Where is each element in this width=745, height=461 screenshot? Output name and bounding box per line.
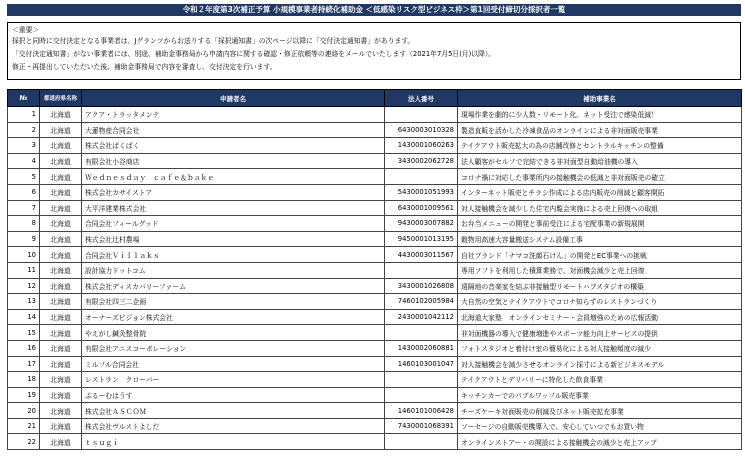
cell-applicant: 株式会社ぱくぱく [82, 138, 385, 154]
cell-project: 穀物用高速大容量搬送システム設備工事 [458, 231, 742, 247]
cell-project: 法人顧客がセルフで完結できる非対面型自動給油機の導入 [458, 153, 742, 169]
table-row [8, 418, 742, 434]
cell-no: 20 [8, 403, 40, 419]
notice-heading: ＜重要＞ [12, 26, 40, 34]
cell-prefecture: 北海道 [40, 231, 82, 247]
cell-prefecture: 北海道 [40, 387, 82, 403]
cell-corporate-number [385, 387, 458, 403]
cell-prefecture: 北海道 [40, 309, 82, 325]
cell-prefecture: 北海道 [40, 278, 82, 294]
cell-applicant: 株式会社ディスカバリーファーム [82, 278, 385, 294]
cell-corporate-number: 9450001013195 [385, 231, 458, 247]
cell-corporate-number [385, 107, 458, 123]
table-row [8, 403, 742, 419]
cell-applicant: オーナーズビジョン株式会社 [82, 309, 385, 325]
cell-no: 16 [8, 340, 40, 356]
cell-applicant: 有限会社アニスコーポレーション [82, 340, 385, 356]
cell-project: チーズケーキ対面販売の削減及びネット販売拡充事業 [458, 403, 742, 419]
cell-corporate-number: 9430003007882 [385, 216, 458, 232]
cell-applicant: 大蓮物産合同会社 [82, 122, 385, 138]
cell-corporate-number: 3430002062728 [385, 153, 458, 169]
cell-no: 17 [8, 356, 40, 372]
cell-corporate-number [385, 325, 458, 341]
cell-corporate-number: 1460101006428 [385, 403, 458, 419]
cell-no: 15 [8, 325, 40, 341]
table-row [8, 138, 742, 154]
cell-project: オンラインストアー・の開設による接触機会の減少と売上アップ [458, 434, 742, 450]
cell-corporate-number: 5430001051993 [385, 184, 458, 200]
cell-applicant: レストラン クローバー [82, 372, 385, 388]
cell-project: 北海道大家塾 オンラインセミナー・会員増強のための広報活動 [458, 309, 742, 325]
cell-prefecture: 北海道 [40, 107, 82, 123]
cell-applicant: 株式会社ヴルストよしだ [82, 418, 385, 434]
notice-line: 「交付決定通知書」がない事業者には、別途、補助金事務局から申請内容に関する確認・修正依頼等の連絡をメールでいたします（2021年7月5日(月)以降）。 [12, 50, 496, 58]
cell-project: 現場作業を劇的に少人数・リモート化。ネット受注で感染低減！ [458, 107, 742, 123]
cell-applicant: アクア・トラッタメンテ [82, 107, 385, 123]
cell-no: 21 [8, 418, 40, 434]
cell-prefecture: 北海道 [40, 340, 82, 356]
table-row [8, 107, 742, 123]
cell-project: 専用ソフトを利用した積算業務で、対面機会減少と売上回復 [458, 262, 742, 278]
cell-prefecture: 北海道 [40, 262, 82, 278]
page-title: 令和２年度第3次補正予算 小規模事業者持続化補助金 ＜低感染リスク型ビジネス枠＞第1回受付締切分採択者一覧 [7, 4, 741, 16]
cell-no: 11 [8, 262, 40, 278]
table-row [8, 387, 742, 403]
col-header-prefecture: 都道府県名称 [40, 90, 82, 107]
important-notice [7, 22, 741, 80]
cell-project: 遠隔地の音楽家を結ぶ非接触型リモートハブスタジオの構築 [458, 278, 742, 294]
cell-applicant: ｔｓｕｇｉ [82, 434, 385, 450]
cell-no: 19 [8, 387, 40, 403]
cell-applicant: Ｗｅｄｎｅｓｄａｙ ｃａｆｅ＆ｂａｋｅ [82, 169, 385, 185]
table-row [8, 184, 742, 200]
cell-prefecture: 北海道 [40, 184, 82, 200]
cell-project: 非対面機器の導入で健康増進やスポーツ能力向上サービスの提供 [458, 325, 742, 341]
cell-prefecture: 北海道 [40, 418, 82, 434]
cell-project: 対人接触機会を減少させるオンライン採寸による新ビジネスモデル [458, 356, 742, 372]
cell-applicant: 株式会社カサイストア [82, 184, 385, 200]
cell-applicant: ぷるーむはうす [82, 387, 385, 403]
cell-corporate-number: 6430001009561 [385, 200, 458, 216]
table-row [8, 294, 742, 310]
cell-corporate-number: 1430002060881 [385, 340, 458, 356]
cell-corporate-number: 4430003011567 [385, 247, 458, 263]
cell-corporate-number [385, 372, 458, 388]
table-row [8, 340, 742, 356]
cell-no: 6 [8, 184, 40, 200]
cell-applicant: 有限会社四三二企画 [82, 294, 385, 310]
cell-project: 対人接触機会を減少した住宅内覧会実施による売上回復への取組 [458, 200, 742, 216]
cell-project: コロナ禍に対応した事業所内の接触機会の低減と非対面販売の確立 [458, 169, 742, 185]
cell-prefecture: 北海道 [40, 153, 82, 169]
cell-project: テイクアウト販売拡大の為の店舗改修とセントラルキッチンの整備 [458, 138, 742, 154]
cell-corporate-number [385, 434, 458, 450]
table-row [8, 262, 742, 278]
cell-prefecture: 北海道 [40, 294, 82, 310]
cell-project: テイクアウトとデリバリーに特化した飲食事業 [458, 372, 742, 388]
table-row [8, 169, 742, 185]
table-row [8, 309, 742, 325]
cell-applicant: 有限会社小谷商店 [82, 153, 385, 169]
cell-project: フォトスタジオと着付け室の簡易化による対人接触頻度の減少 [458, 340, 742, 356]
table-row [8, 434, 742, 450]
cell-no: 1 [8, 107, 40, 123]
cell-prefecture: 北海道 [40, 356, 82, 372]
adoption-table [7, 89, 742, 450]
table-row [8, 247, 742, 263]
cell-project: 自社ブランド「ナマコ洗顔石けん」の開発とEC事業への挑戦 [458, 247, 742, 263]
cell-no: 7 [8, 200, 40, 216]
cell-prefecture: 北海道 [40, 434, 82, 450]
cell-corporate-number: 2430001042112 [385, 309, 458, 325]
table-row [8, 356, 742, 372]
cell-no: 22 [8, 434, 40, 450]
cell-no: 12 [8, 278, 40, 294]
cell-prefecture: 北海道 [40, 200, 82, 216]
cell-no: 18 [8, 372, 40, 388]
cell-applicant: 株式会社ＡＳＣＯＭ [82, 403, 385, 419]
cell-prefecture: 北海道 [40, 216, 82, 232]
cell-corporate-number: 3430001026808 [385, 278, 458, 294]
cell-no: 2 [8, 122, 40, 138]
cell-prefecture: 北海道 [40, 403, 82, 419]
cell-applicant: 合同会社Ｖｉｌｌａｋｓ [82, 247, 385, 263]
cell-project: インターネット販売とチラシ作成による店内販売の削減と顧客開拓 [458, 184, 742, 200]
cell-prefecture: 北海道 [40, 138, 82, 154]
table-row [8, 200, 742, 216]
table-body [8, 107, 742, 450]
cell-no: 9 [8, 231, 40, 247]
table-row [8, 216, 742, 232]
cell-applicant: 株式会社辻村農場 [82, 231, 385, 247]
cell-corporate-number: 7430001068391 [385, 418, 458, 434]
cell-prefecture: 北海道 [40, 122, 82, 138]
cell-project: 製造直販を活かした冷凍食品のオンラインによる非対面販売事業 [458, 122, 742, 138]
cell-prefecture: 北海道 [40, 372, 82, 388]
cell-no: 8 [8, 216, 40, 232]
table-header-row [8, 90, 742, 107]
cell-prefecture: 北海道 [40, 325, 82, 341]
table-row [8, 372, 742, 388]
table-row [8, 325, 742, 341]
cell-corporate-number: 6430003010328 [385, 122, 458, 138]
table-row [8, 122, 742, 138]
notice-line: 採択と同時に交付決定となる事業者は、Jグランツからお送りする「採択通知書」の次ページ以降に「交付決定通知書」があります。 [12, 37, 415, 45]
cell-prefecture: 北海道 [40, 247, 82, 263]
col-header-corporate-number: 法人番号 [385, 90, 458, 107]
cell-corporate-number: 1430001060263 [385, 138, 458, 154]
cell-no: 5 [8, 169, 40, 185]
cell-corporate-number [385, 262, 458, 278]
cell-corporate-number: 7460102005984 [385, 294, 458, 310]
cell-project: 大自然の空気とテイクアウトでコロナ知らずのレストランづくり [458, 294, 742, 310]
cell-no: 14 [8, 309, 40, 325]
table-row [8, 231, 742, 247]
cell-prefecture: 北海道 [40, 169, 82, 185]
cell-applicant: 設計協力ドットコム [82, 262, 385, 278]
col-header-no: № [8, 90, 40, 107]
cell-applicant: ミルフル合同会社 [82, 356, 385, 372]
cell-corporate-number [385, 169, 458, 185]
cell-applicant: やえがし鍼灸整骨院 [82, 325, 385, 341]
cell-no: 10 [8, 247, 40, 263]
cell-applicant: 大平洋建業株式会社 [82, 200, 385, 216]
cell-project: お弁当メニューの開発と事前受注による宅配事業の新規展開 [458, 216, 742, 232]
cell-project: キッチンカーでのパブルワッフル販売事業 [458, 387, 742, 403]
cell-applicant: 合同会社フィールグッド [82, 216, 385, 232]
cell-project: ソーセージの自動販売機導入で、安心していつでもお買い物 [458, 418, 742, 434]
col-header-applicant: 申請者名 [82, 90, 385, 107]
table-row [8, 278, 742, 294]
cell-no: 3 [8, 138, 40, 154]
table-row [8, 153, 742, 169]
cell-no: 13 [8, 294, 40, 310]
cell-no: 4 [8, 153, 40, 169]
cell-corporate-number: 1460103001047 [385, 356, 458, 372]
notice-line: 修正・再提出していただいた後、補助金事務局で内容を審査し、交付決定を行います。 [12, 63, 277, 71]
col-header-project: 補助事業名 [458, 90, 742, 107]
